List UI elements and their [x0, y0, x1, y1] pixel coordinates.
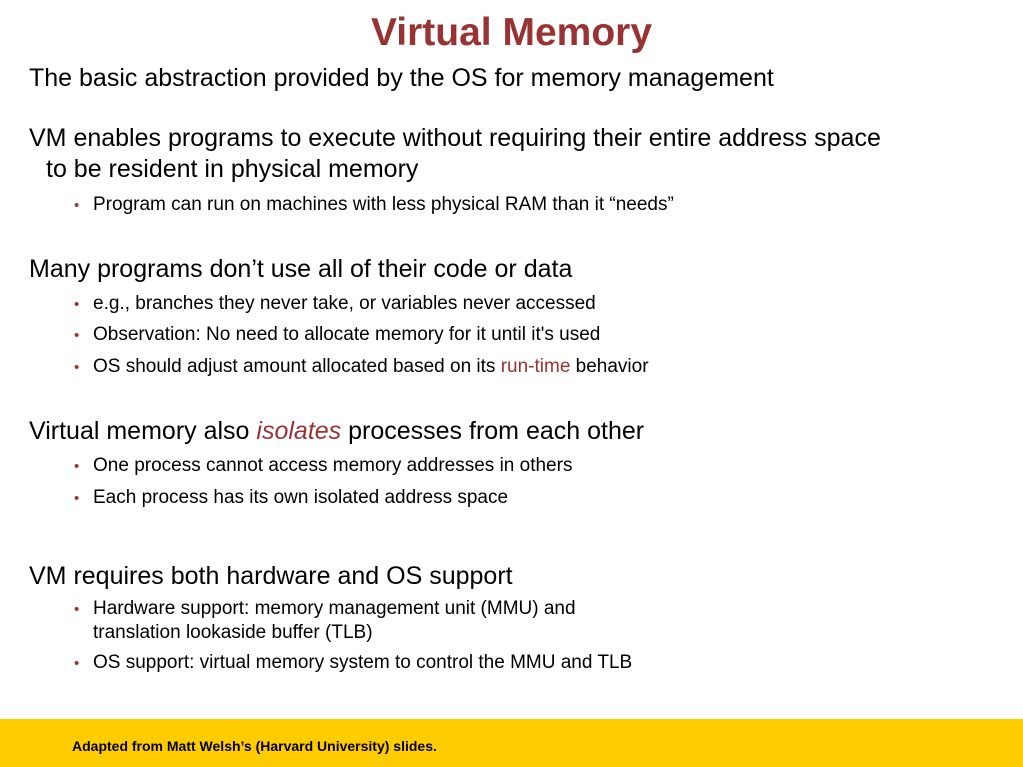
main-point-many-programs: Many programs don’t use all of their code or data: [29, 255, 573, 283]
sub-point: [74, 292, 974, 316]
sub-point-text: One process cannot access memory addresses in others: [93, 455, 573, 476]
sub-point-text: Observation: No need to allocate memory for it until it's used: [93, 324, 601, 345]
sub-point: [74, 486, 974, 510]
main-point-basic-abstraction: The basic abstraction provided by the OS for memory management: [29, 64, 774, 92]
sub-point: [74, 597, 974, 645]
sub-point-text: Each process has its own isolated address space: [93, 487, 509, 508]
sub-point-text: e.g., branches they never take, or variables never accessed: [93, 293, 596, 314]
sub-point-text: OS support: virtual memory system to control the MMU and TLB: [93, 652, 633, 673]
sub-point: [74, 355, 974, 379]
bullet-icon: •: [74, 490, 80, 507]
sub-point-text-before: OS should adjust amount allocated based on its: [93, 356, 501, 377]
sub-point-text: [74, 597, 974, 645]
main-point-text-before: Virtual memory also: [29, 417, 257, 445]
slide-title: Virtual Memory: [370, 11, 653, 54]
bullet-icon: •: [74, 601, 80, 618]
sub-point: [74, 193, 974, 217]
sub-point-text: [74, 355, 974, 379]
sub-point: [74, 454, 974, 478]
bullet-icon: •: [74, 327, 80, 344]
highlight-run-time: run-time: [500, 356, 571, 377]
sub-point-line: translation lookaside buffer (TLB): [93, 622, 373, 643]
main-point-continuation: to be resident in physical memory: [46, 155, 419, 183]
bullet-icon: •: [74, 655, 80, 672]
footer-credit: Adapted from Matt Welsh’s (Harvard University) slides.: [72, 738, 437, 754]
sub-point: [74, 651, 974, 675]
sub-point: [74, 323, 974, 347]
main-point-vm-enables: [29, 123, 1009, 185]
sub-point-line: Hardware support: memory management unit (MMU) and: [93, 598, 576, 619]
main-point-isolates: [29, 416, 1009, 447]
bullet-icon: •: [74, 458, 80, 475]
highlight-isolates: isolates: [256, 417, 342, 445]
bullet-icon: •: [74, 296, 80, 313]
sub-point-text-after: behavior: [570, 356, 649, 377]
main-point-hw-os-support: VM requires both hardware and OS support: [29, 562, 513, 590]
main-point-text-after: processes from each other: [341, 417, 645, 445]
main-point-line: VM enables programs to execute without requiring their entire address space: [29, 124, 881, 152]
bullet-icon: •: [74, 359, 80, 376]
bullet-icon: •: [74, 197, 80, 214]
sub-point-text: Program can run on machines with less physical RAM than it “needs”: [93, 194, 674, 215]
